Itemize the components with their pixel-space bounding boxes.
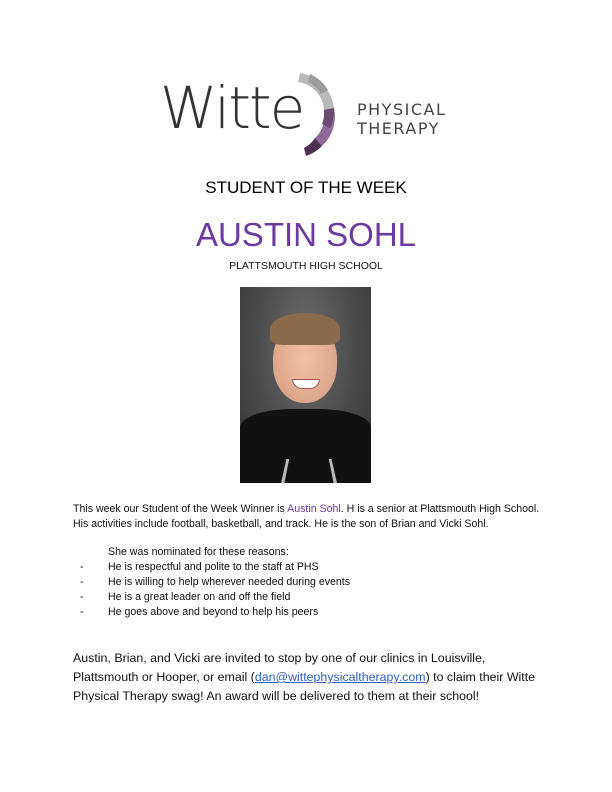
dash-bullet-icon: - [80, 561, 84, 573]
nomination-reasons [80, 545, 380, 620]
closing-text-after: ) to claim their Witte Physical Therapy swag! An award will be delivered to them at their school! [73, 670, 536, 703]
closing-text-before: Austin, Brian, and Vicki are invited to stop by one of our clinics in Louisville, Plattsmouth or Hooper, or email ( [73, 651, 486, 684]
reason-text: He is respectful and polite to the staff at PHS [108, 561, 319, 573]
email-link[interactable]: dan@wittephysicaltherapy.com [254, 670, 426, 684]
logo-tagline-line2: THERAPY [357, 119, 440, 138]
student-name: AUSTIN SOHL [195, 216, 417, 253]
closing-paragraph [73, 649, 553, 706]
list-item [78, 605, 350, 620]
list-item [78, 590, 350, 605]
dash-bullet-icon: - [80, 606, 84, 618]
photo-shirt-print [281, 459, 337, 483]
page-title: STUDENT OF THE WEEK [205, 178, 407, 197]
reason-text: He goes above and beyond to help his peers [108, 606, 319, 618]
logo-tagline [357, 100, 446, 138]
intro-text-after: . H is a senior at Plattsmouth High School. His activities include football, basketball, and track. He is the son of Brian and Vicki Sohl. [73, 503, 540, 530]
dash-bullet-icon: - [80, 591, 84, 603]
reasons-lead: She was nominated for these reasons: [108, 546, 289, 558]
reason-text: He is a great leader on and off the field [108, 591, 291, 603]
intro-student-name: Austin Sohl [287, 503, 341, 515]
logo-arc-icon [288, 68, 348, 158]
witte-logo [160, 68, 460, 158]
logo-tagline-line1: PHYSICAL [357, 100, 447, 119]
logo-wordmark: Witte [160, 74, 304, 142]
list-item [78, 575, 350, 590]
reason-text: He is willing to help wherever needed during events [108, 576, 351, 588]
school-name: PLATTSMOUTH HIGH SCHOOL [229, 260, 383, 272]
photo-hair [270, 313, 340, 345]
list-item [78, 560, 350, 575]
dash-bullet-icon: - [80, 576, 84, 588]
reasons-list [78, 560, 350, 620]
intro-paragraph [73, 502, 543, 532]
student-photo [240, 287, 371, 483]
intro-text-before: This week our Student of the Week Winner is [73, 503, 288, 515]
